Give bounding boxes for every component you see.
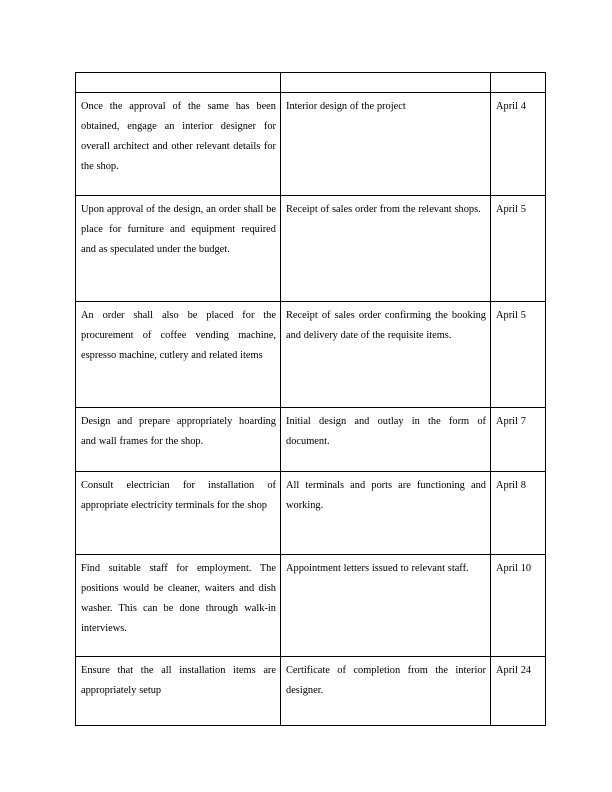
output-text: Receipt of sales order confirming the booking and delivery date of the requisite items. bbox=[286, 310, 486, 341]
cell-date: April 5 bbox=[491, 302, 546, 408]
cell-date: April 24 bbox=[491, 657, 546, 726]
cell-date: April 5 bbox=[491, 196, 546, 302]
header-cell-output bbox=[281, 73, 491, 93]
output-text: All terminals and ports are functioning and working. bbox=[286, 480, 486, 511]
table-row bbox=[76, 555, 546, 657]
cell-date: April 7 bbox=[491, 408, 546, 472]
output-text: Appointment letters issued to relevant staff. bbox=[286, 563, 469, 574]
cell-output bbox=[281, 93, 491, 196]
task-text: Ensure that the all installation items are appropriately setup bbox=[81, 665, 276, 696]
cell-task bbox=[76, 657, 281, 726]
output-text: Interior design of the project bbox=[286, 101, 406, 112]
cell-output bbox=[281, 657, 491, 726]
output-text: Initial design and outlay in the form of document. bbox=[286, 416, 486, 447]
task-text: Design and prepare appropriately hoarding and wall frames for the shop. bbox=[81, 416, 276, 447]
cell-output bbox=[281, 408, 491, 472]
table-row bbox=[76, 196, 546, 302]
cell-output bbox=[281, 555, 491, 657]
task-text: Consult electrician for installation of appropriate electricity terminals for the shop bbox=[81, 480, 276, 511]
cell-output bbox=[281, 196, 491, 302]
output-text: Certificate of completion from the interior designer. bbox=[286, 665, 486, 696]
table-row bbox=[76, 408, 546, 472]
project-schedule-table bbox=[75, 72, 546, 726]
task-text: An order shall also be placed for the procurement of coffee vending machine, espresso machine, cutlery and related items bbox=[81, 310, 276, 361]
cell-date: April 10 bbox=[491, 555, 546, 657]
cell-date: April 4 bbox=[491, 93, 546, 196]
cell-task bbox=[76, 408, 281, 472]
cell-task bbox=[76, 93, 281, 196]
cell-output bbox=[281, 472, 491, 555]
header-cell-task bbox=[76, 73, 281, 93]
table-header-row bbox=[76, 73, 546, 93]
task-text: Once the approval of the same has been obtained, engage an interior designer for overall architect and other relevant details for the shop. bbox=[81, 101, 276, 172]
cell-date: April 8 bbox=[491, 472, 546, 555]
task-text: Upon approval of the design, an order shall be place for furniture and equipment required and as speculated under the budget. bbox=[81, 204, 276, 255]
table-row bbox=[76, 93, 546, 196]
output-text: Receipt of sales order from the relevant shops. bbox=[286, 204, 481, 215]
table-body bbox=[76, 73, 546, 726]
table-row bbox=[76, 302, 546, 408]
cell-output bbox=[281, 302, 491, 408]
cell-task bbox=[76, 196, 281, 302]
header-cell-date bbox=[491, 73, 546, 93]
table-row bbox=[76, 657, 546, 726]
cell-task bbox=[76, 472, 281, 555]
cell-task bbox=[76, 302, 281, 408]
cell-task bbox=[76, 555, 281, 657]
table-row bbox=[76, 472, 546, 555]
task-text: Find suitable staff for employment. The positions would be cleaner, waiters and dish washer. This can be done through walk-in interviews. bbox=[81, 563, 276, 634]
